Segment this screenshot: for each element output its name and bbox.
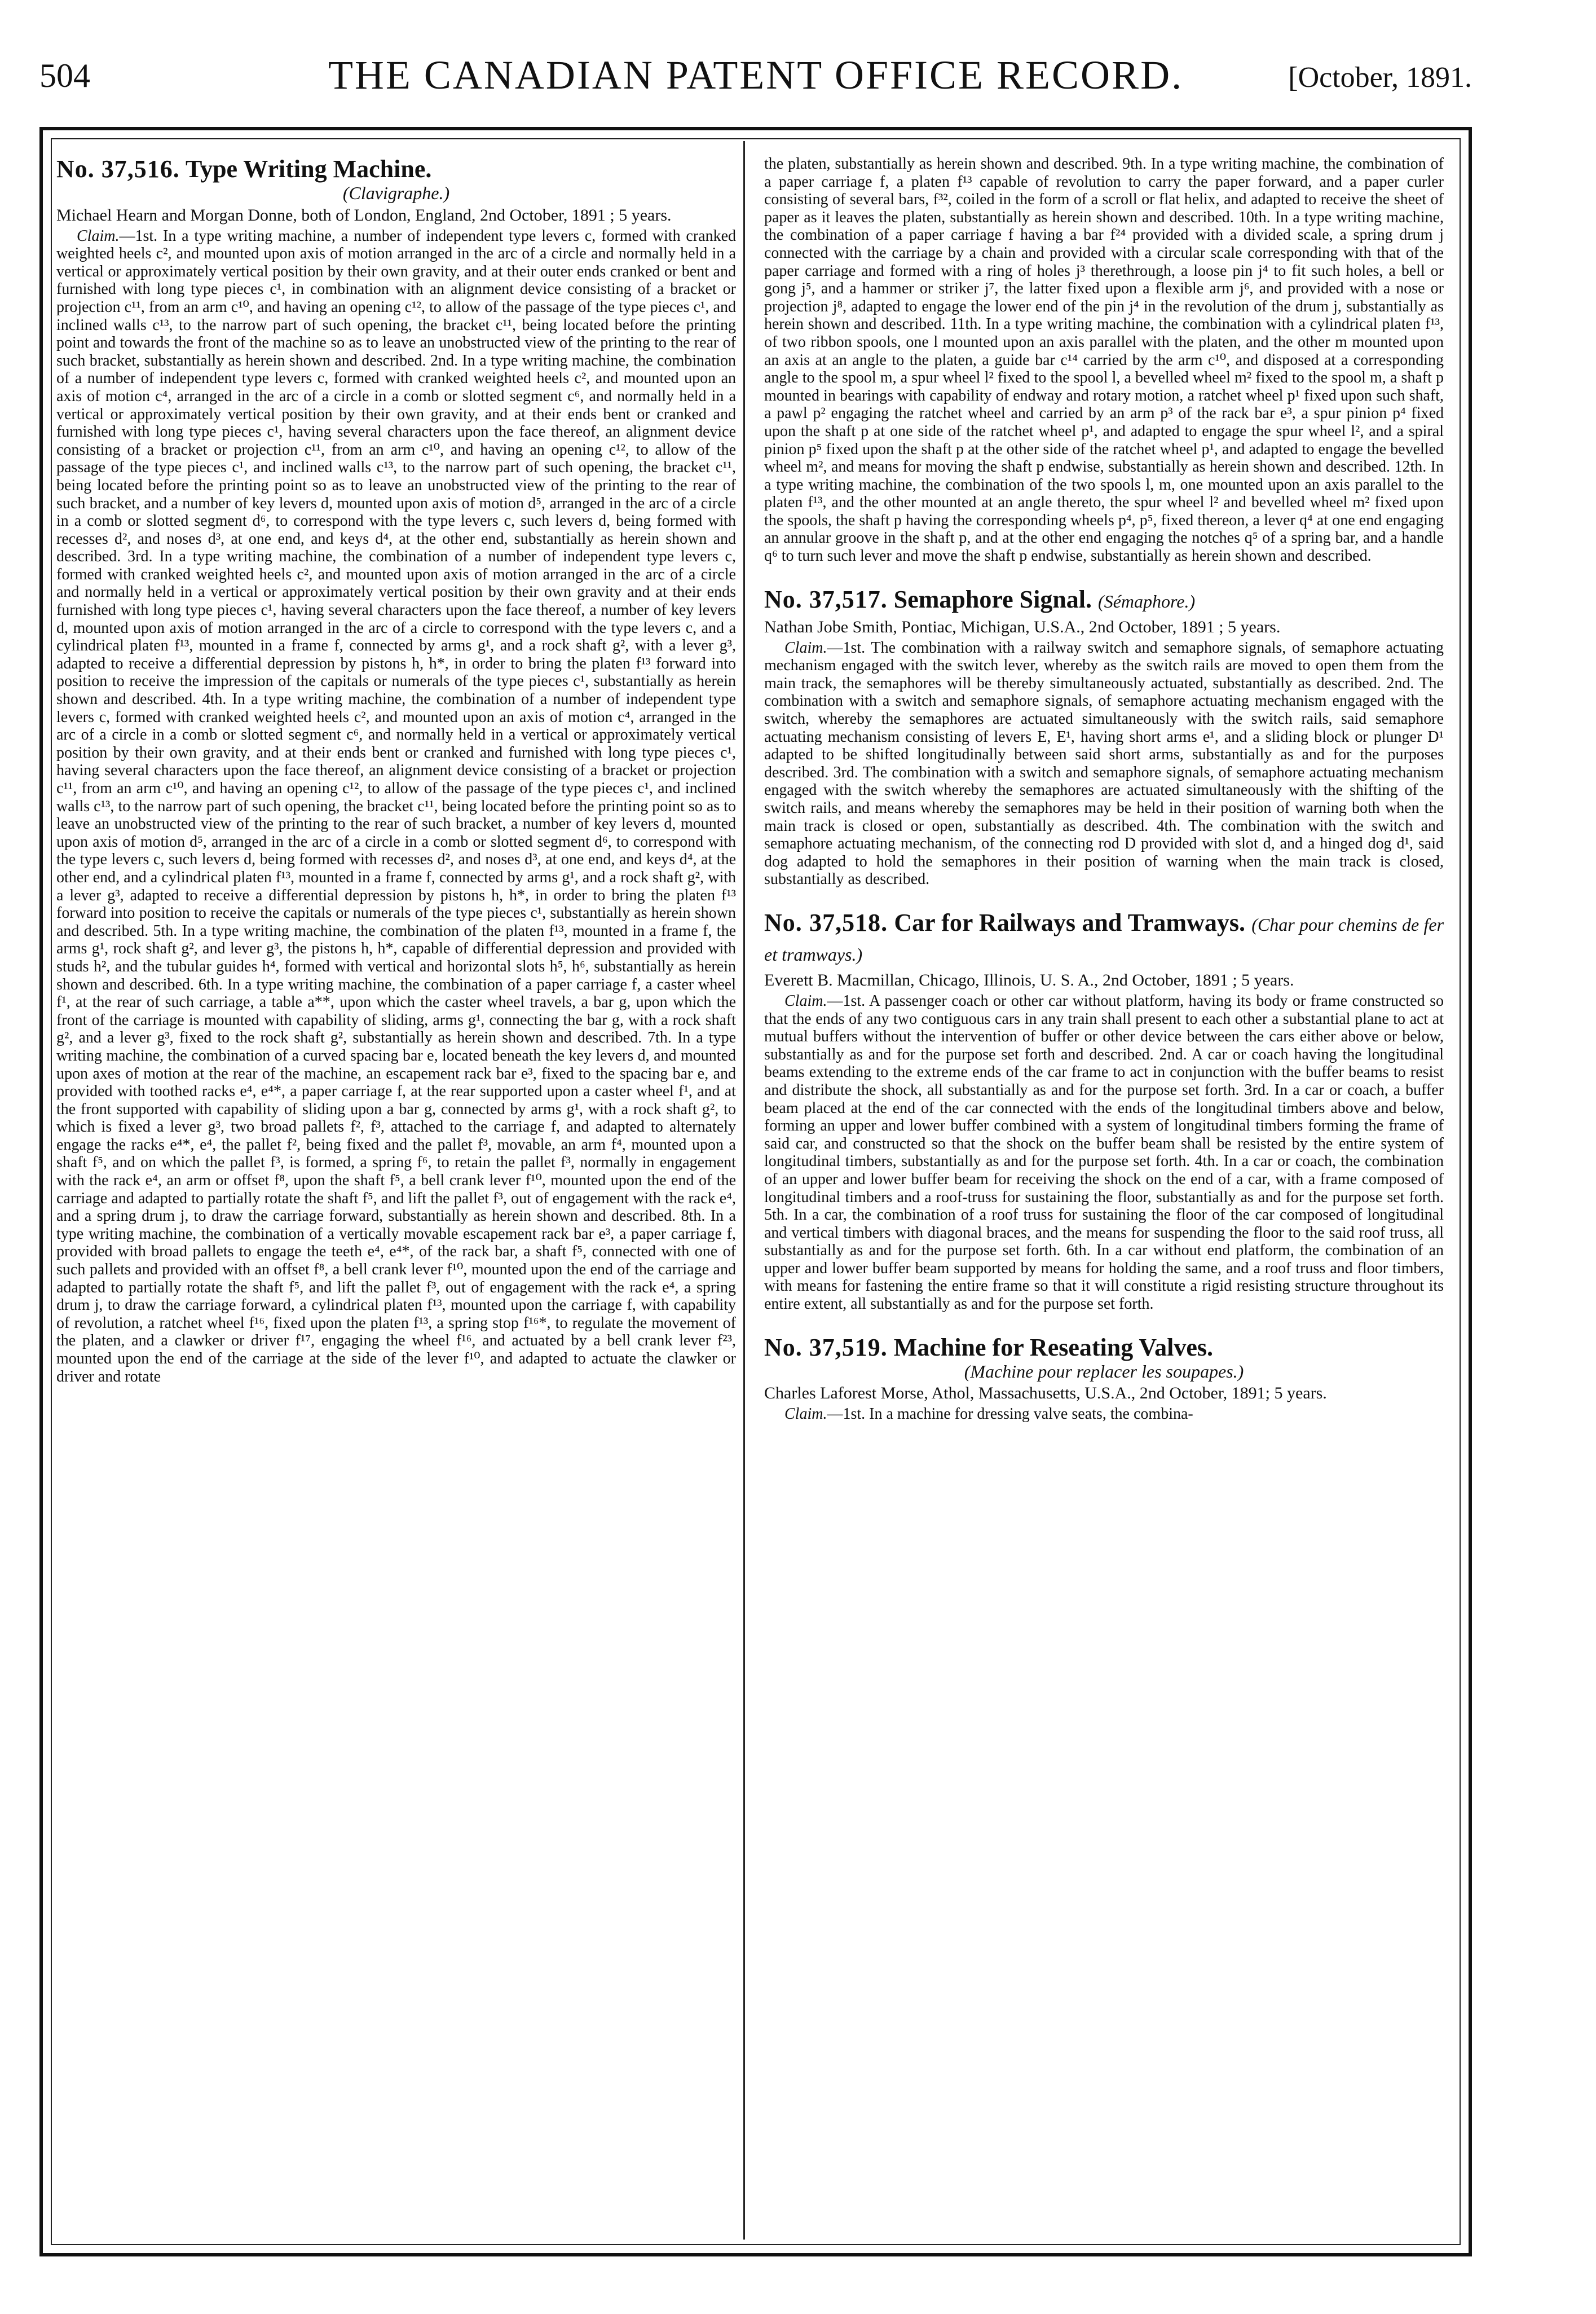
entry-heading — [56, 155, 736, 183]
left-column — [56, 155, 736, 2242]
entry-claims — [764, 992, 1444, 1313]
claim-label: Claim. — [784, 639, 827, 657]
page-header — [39, 45, 1472, 113]
entry-claims — [764, 1405, 1444, 1423]
entry-subtitle: (Clavigraphe.) — [342, 183, 450, 203]
entry-number: No. 37,518. — [764, 908, 888, 936]
claim-label: Claim. — [784, 992, 827, 1010]
claims-text: —1st. In a machine for dressing valve seats, the combina- — [827, 1405, 1193, 1423]
claims-text: —1st. A passenger coach or other car without platform, having its body or frame constructed so that the ends of any two contiguous cars in any train shall present to each other a substantial plane to act at mutual buffers without the intervention of buffer or other device between the cars either above or below, substantially as and for the purpose set forth and described. 2nd. A car or coach having the longitudinal beams extending to the extreme ends of the car frame to act in conjunction with the buffer beams to resist and distribute the shock, all substantially as and for the purpose set forth. 3rd. In a car or coach, a buffer beam placed at the end of the car connected with the ends of the longitudinal timbers above and below, forming an upper and lower buffer combined with a system of longitudinal timbers forming the frame of said car, and constructed so that the shock on the buffer beam shall be resisted by the entire system of longitudinal timbers, substantially as and for the purpose set forth. 4th. In a car or coach, the combination of an upper and lower buffer beam for receiving the shock on the end of a car, with a frame composed of longitudinal timbers and a roof-truss for sustaining the floor, substantially as and for the purpose set forth. 5th. In a car, the combination of a roof truss for sustaining the floor of the car composed of longitudinal and vertical timbers with diagonal braces, and the means for suspending the floor to the said roof truss, all substantially as and for the purpose set forth. 6th. In a car without end platform, the combination of an upper and lower buffer beam supported by means for holding the same, and a roof truss and floor timbers, with means for fastening the entire frame so that it will constitute a rigid resisting structure throughout its entire extent, all substantially as and for the purpose set forth. — [764, 992, 1444, 1313]
patent-entry-37516 — [56, 155, 736, 1385]
page-number: 504 — [39, 57, 90, 94]
entry-claims-continued: the platen, substantially as herein shown and described. 9th. In a type writing machine, the combination of a paper carriage f, a platen f¹³ capable of revolution to carry the paper forward, and a paper curler consisting of several bars, f³², coiled in the form of a scroll or flat helix, and adapted to receive the sheet of paper as it leaves the platen, substantially as herein shown and described. 10th. In a type writing machine, the combination of a paper carriage f having a bar f²⁴ provided with a divided scale, a spring drum j connected with the carriage by a chain and provided with a circular scale corresponding with that of the paper carriage and formed with a ring of holes j³ therethrough, a loose pin j⁴ to fit such holes, a bell or gong j⁵, and a hammer or striker j⁷, the latter fixed upon a flexible arm j⁶, and provided with a nose or projection j⁸, adapted to engage the lower end of the pin j⁴ in the revolution of the drum j, substantially as herein shown and described. 11th. In a type writing machine, the combination with a cylindrical platen f¹³, of two ribbon spools, one l mounted upon an axis parallel with the platen, and the other m mounted upon an axis at an angle to the platen, a guide bar c¹⁴ carried by the arm c¹⁰, and disposed at a corresponding angle to the spool m, a spur wheel l² fixed to the spool l, a bevelled wheel m² fixed to the spool m, a shaft p mounted in bearings with capability of endway and rotary motion, a ratchet wheel p¹ fixed upon such shaft, a pawl p² engaging the ratchet wheel and carried by an arm p³ of the rack bar e³, a spur pinion p⁴ fixed upon the shaft p at one side of the ratchet wheel p¹, and adapted to engage the spur wheel l², and a spiral pinion p⁵ fixed upon the shaft p at the other side of the ratchet wheel p¹, and adapted to engage the bevelled wheel m², and means for moving the shaft p endwise, substantially as herein shown and described. 12th. In a type writing machine, the combination of the two spools l, m, one mounted upon an axis parallel to the platen f¹³, and the other mounted at an angle thereto, the spur wheel l² and bevelled wheel m² fixed upon the spools, the shaft p having the corresponding wheels p⁴, p⁵, fixed thereon, a lever q⁴ at one end engaging an annular groove in the shaft p, and at the other end engaging the notches q⁵ of a spring bar, and a handle q⁶ to turn such lever and move the shaft p endwise, substantially as herein shown and described. — [764, 155, 1444, 565]
right-column — [764, 155, 1444, 2242]
entry-number: No. 37,517. — [764, 585, 888, 613]
entry-number: No. 37,519. — [764, 1333, 888, 1361]
entry-number: No. 37,516. — [56, 155, 180, 183]
claim-label: Claim. — [784, 1405, 827, 1423]
entry-title: Car for Railways and Tramways. — [894, 908, 1245, 936]
claims-text: —1st. The combination with a railway switch and semaphore signals, of semaphore actuating mechanism engaged with the switch lever, whereby as the switch rails are moved to open them from the main track, the semaphores will be thereby simultaneously actuated, substantially as described. 2nd. The combination with a switch and semaphore signals, of semaphore actuating mechanism engaged with the switch, whereby the semaphores are actuated simultaneously with the switch rails, said semaphore actuating mechanism consisting of levers E, E¹, having short arms e¹, and a sliding block or plunger D¹ adapted to be shifted longitudinally between said short arms, substantially as and for the purposes described. 3rd. The combination with a switch and semaphore signals, of semaphore actuating mechanism engaged with the switch whereby the semaphores are actuated simultaneously with the shifting of the switch rails, and means whereby the semaphores may be held in their position of warning both when the main track is closed or open, substantially as described. 4th. The combination with the switch and semaphore actuating mechanism, of the connecting rod D provided with slot d, and a hinged dog d¹, said dog adapted to hold the semaphores in their position of warning when the main track is closed, substantially as described. — [764, 639, 1444, 888]
entry-title: Type Writing Machine. — [186, 155, 432, 183]
entry-heading — [764, 586, 1444, 615]
entry-applicant: Charles Laforest Morse, Athol, Massachusetts, U.S.A., 2nd October, 1891; 5 years. — [764, 1384, 1327, 1403]
patent-entry-37517 — [764, 586, 1444, 888]
journal-title: THE CANADIAN PATENT OFFICE RECORD. — [328, 52, 1184, 98]
entry-heading — [764, 909, 1444, 969]
entry-applicant: Everett B. Macmillan, Chicago, Illinois, U. S. A., 2nd October, 1891 ; 5 years. — [764, 970, 1294, 989]
entry-applicant: Michael Hearn and Morgan Donne, both of London, England, 2nd October, 1891 ; 5 years. — [56, 205, 672, 225]
column-divider — [743, 141, 745, 2240]
entry-claims — [764, 639, 1444, 888]
patent-entry-37519 — [764, 1334, 1444, 1423]
entry-title: Machine for Reseating Valves. — [893, 1333, 1214, 1361]
claim-label: Claim. — [77, 227, 120, 245]
entry-applicant: Nathan Jobe Smith, Pontiac, Michigan, U.S.A., 2nd October, 1891 ; 5 years. — [764, 617, 1281, 636]
entry-subtitle: (Char pour chemins de fer et tramways.) — [764, 914, 1444, 965]
entry-title: Semaphore Signal. — [893, 585, 1092, 613]
patent-entry-37518 — [764, 909, 1444, 1313]
issue-date: [October, 1891. — [1288, 61, 1472, 94]
claims-text: —1st. In a type writing machine, a number of independent type levers c, formed with cranked weighted heels c², and mounted upon axis of motion arranged in the arc of a circle and normally held in a vertical or approximately vertical position by their own gravity, and at their outer ends cranked or bent and furnished with long type pieces c¹, in combination with an alignment device consisting of a bracket or projection c¹¹, from an arm c¹⁰, and having an opening c¹², to allow of the passage of the type pieces c¹, and inclined walls c¹³, to the narrow part of such opening, the bracket c¹¹, being located before the printing point and towards the front of the machine so as to leave an unobstructed view of the printing to the rear of such bracket, substantially as herein shown and described. 2nd. In a type writing machine, the combination of a number of independent type levers c, formed with cranked weighted heels c², and mounted upon an axis of motion c⁴, arranged in the arc of a circle in a comb or slotted segment c⁶, and normally held in a vertical or approximately vertical position by their own gravity, and at their ends bent or cranked and furnished with long type pieces c¹, having several characters upon the face thereof, an alignment device consisting of a bracket or projection c¹¹, from an arm c¹⁰, and having an opening c¹², to allow of the passage of the type pieces c¹, and inclined walls c¹³, to the narrow part of such opening, the bracket c¹¹, being located before the printing point so as to leave an unobstructed view of the printing to the rear of such bracket, and a number of key levers d, mounted upon axis of motion d⁵, arranged in the arc of a circle in a comb or slotted segment d⁶, to correspond with the type levers c, such levers d, being formed with recesses d², and noses d³, at one end, and keys d⁴, at the other end, substantially as herein shown and described. 3rd. In a type writing machine, the combination of a number of independent type levers c, formed with cranked weighted heels c², and mounted upon axis of motion arranged in the arc of a circle and normally held in a vertical or approximately vertical position by their own gravity and at their ends furnished with long type pieces c¹, having several characters upon the face thereof, a number of key levers d, mounted upon axis of motion arranged in the arc of a circle to correspond with the type levers c, and a cylindrical platen f¹³, mounted in a frame f, connected by arms g¹, and a rock shaft g², with a lever g³, adapted to receive a differential depression by pistons h, h*, in order to bring the platen f¹³ forward into position to receive the impression of the capitals or numerals of the type pieces c¹, substantially as herein shown and described. 4th. In a type writing machine, the combination of a number of independent type levers c, formed with cranked weighted heels c², and mounted upon an axis of motion c⁴, arranged in the arc of a circle in a comb or slotted segment c⁶, and normally held in a vertical or approximately vertical position by their own gravity, and at their ends bent or cranked and furnished with long type pieces c¹, having several characters upon the face thereof, an alignment device consisting of a bracket or projection c¹¹, from an arm c¹⁰, and having an opening c¹², to allow of the passage of the type pieces c¹, and inclined walls c¹³, to the narrow part of such opening, the bracket c¹¹, being located before the printing point so as to leave an unobstructed view of the printing to the rear of such bracket, a number of key levers d, mounted upon axis of motion d⁵, arranged in the arc of a circle in a comb or slotted segment d⁶, to correspond with the type levers c, such levers d, being formed with recesses d², and noses d³, at one end, and keys d⁴, at the other end, and a cylindrical platen f¹³, mounted in a frame f, connected by arms g¹, and a rock shaft g², with a lever g³, adapted to receive a differential depression by pistons h, h*, in order to bring the platen f¹³ forward into position to receive the capitals or numerals of the type pieces c¹, substantially as herein shown and described. 5th. In a type writing machine, the combination of the platen f¹³, mounted in a frame f, the arms g¹, rock shaft g², and lever g³, the pistons h, h*, capable of differential depression and provided with studs h², and the tubular guides h⁴, formed with vertical and horizontal slots h⁵, h⁶, substantially as herein shown and described. 6th. In a type writing machine, the combination of a paper carriage f, a caster wheel f¹, at the rear of such carriage, a table a**, upon which the caster wheel travels, a bar g, upon which the front of the carriage is mounted with capability of sliding, arms g¹, connecting the bar g, with a rock shaft g², and a lever g³, fixed to the rock shaft g², substantially as herein shown and described. 7th. In a type writing machine, the combination of a curved spacing bar e, located beneath the key levers d, and mounted upon axes of motion at the rear of the machine, an escapement rack bar e³, fixed to the spacing bar e, and provided with toothed racks e⁴, e⁴*, a paper carriage f, at the rear supported upon a caster wheel f¹, and at the front supported with capability of sliding upon a bar g, connected by arms g¹, with a rock shaft g², to which is fixed a lever g³, two broad pallets f², f³, attached to the carriage f, and adapted to alternately engage the racks e⁴*, e⁴, the pallet f², being fixed and the pallet f³, movable, an arm f⁴, mounted upon a shaft f⁵, and on which the pallet f³, is formed, a spring f⁶, to retain the pallet f³, normally in engagement with the rack e⁴, an arm or offset f⁸, upon the shaft f⁵, a bell crank lever f¹⁰, mounted upon the end of the carriage and adapted to partially rotate the shaft f⁵, and lift the pallet f³, out of engagement with the rack e⁴, and a spring drum j, to draw the carriage forward, substantially as herein shown and described. 8th. In a type writing machine, the combination of a vertically movable escapement rack bar e³, a paper carriage f, provided with broad pallets to engage the teeth e⁴, e⁴*, of the rack bar, a shaft f⁵, connected with one of such pallets and provided with an offset f⁸, a bell crank lever f¹⁰, mounted upon the end of the carriage and adapted to partially rotate the shaft f⁵, and lift the pallet f³, out of engagement with the rack e⁴, a spring drum j, to draw the carriage forward, a cylindrical platen f¹³, mounted upon the carriage f, with capability of revolution, a ratchet wheel f¹⁶, fixed upon the platen f¹³, a spring stop f¹⁶*, to regulate the movement of the platen, and a clawker or driver f¹⁷, engaging the wheel f¹⁶, and actuated by a bell crank lever f²³, mounted upon the end of the carriage at the side of the lever f¹⁰, and adapted to actuate the clawker or driver and rotate — [56, 227, 736, 1385]
entry-heading — [764, 1334, 1444, 1362]
entry-subtitle: (Sémaphore.) — [1098, 591, 1196, 612]
entry-claims — [56, 227, 736, 1386]
entry-subtitle: (Machine pour replacer les soupapes.) — [964, 1361, 1244, 1382]
